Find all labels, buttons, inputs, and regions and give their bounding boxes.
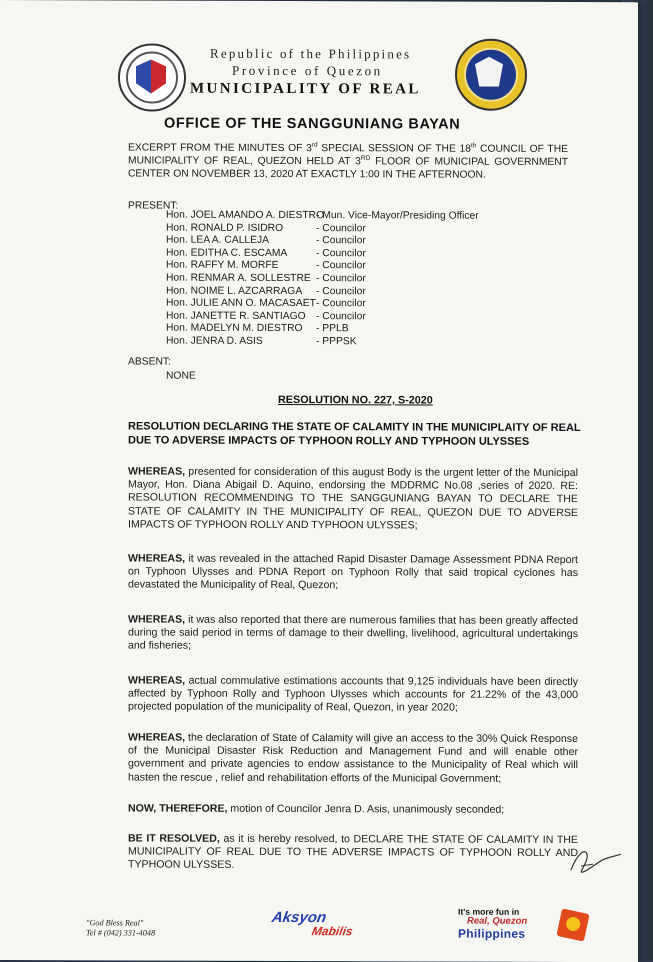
signature-mark <box>563 844 623 878</box>
paragraph-whereas-4: WHEREAS, actual commulative estimations accounts that 9,125 individuals have been directly affected by Typhoon Rolly and Typhoon Ulysses which accounts for 21.22% of the 43,000 projected population of the municipality of Real, Quezon, in year 2020; <box>128 674 578 715</box>
member-position: - Councilor <box>316 298 366 310</box>
member-name: Hon. JULIE ANN O. MACASAET <box>166 297 316 310</box>
resolution-number: RESOLUTION NO. 227, S-2020 <box>278 393 433 407</box>
office-title: OFFICE OF THE SANGGUNIANG BAYAN <box>164 115 461 133</box>
present-label: PRESENT: <box>128 200 179 212</box>
footer-contact: "God Bless Real" Tel # (042) 331-4048 <box>86 918 156 938</box>
member-name: Hon. JOEL AMANDO A. DIESTRO <box>166 209 325 222</box>
absent-label: ABSENT: <box>128 356 171 368</box>
member-position: - PPLB <box>316 323 349 335</box>
paragraph-whereas-1: WHEREAS, presented for consideration of this august Body is the urgent letter of the Municipal Mayor, Hon. Diana Abigail D. Aquino, endorsing the MDDRMC No.08 ,series of 2020. RE: RESOLUTION RECOMMENDING TO THE SANGGUNIANG BAYAN TO DECLARE THE STATE OF CALAMITY IN THE MUNICIPALITY OF REAL, QUEZON DUE TO ADVERSE IMPACTS OF TYPHOON ROLLY AND TYPHOON ULYSSES; <box>128 465 578 532</box>
member-position: - Councilor <box>316 260 366 272</box>
paragraph-whereas-2: WHEREAS, it was revealed in the attached Rapid Disaster Damage Assessment PDNA Report on Typhoon Ulysses and PDNA Report on Typhoon Rolly that said tropical cyclones has devastated the Municipality of Real, Quezon; <box>128 552 578 592</box>
member-name: Hon. RENMAR A. SOLLESTRE <box>166 272 311 285</box>
excerpt-text: EXCERPT FROM THE MINUTES OF 3rd SPECIAL SESSION OF THE 18th COUNCIL OF THE MUNICIPALITY OF REAL, QUEZON HELD AT 3RD FLOOR OF MUNICIPAL GOVERNMENT CENTER ON NOVEMBER 13, 2020 AT EXACTLY 1:00 IN THE AFTERNOON. <box>128 141 569 182</box>
member-name: Hon. NOIME L. AZCARRAGA <box>166 285 303 297</box>
member-position: - PPPSK <box>316 336 357 348</box>
member-name: Hon. RONALD P. ISIDRO <box>166 222 284 234</box>
member-name: Hon. LEA A. CALLEJA <box>166 234 270 247</box>
its-more-fun-logo: It's more fun in Real, Quezon Philippines <box>455 907 595 943</box>
header-municipality: MUNICIPALITY OF REAL <box>190 80 421 98</box>
member-position: - Councilor <box>316 285 366 297</box>
municipal-seal-logo <box>455 39 527 111</box>
member-position: - Councilor <box>316 273 366 285</box>
paragraph-be-it-resolved: BE IT RESOLVED, as it is hereby resolved, to DECLARE THE STATE OF CALAMITY IN THE MUNICIPALITY OF REAL DUE TO THE ADVERSE IMPACTS OF TYPHOON ROLLY AND TYPHOON ULYSSES. <box>128 832 579 872</box>
paragraph-whereas-3: WHEREAS, it was also reported that there are numerous families that has been greatly affected during the said period in terms of damage to their dwelling, livelihood, agricultural undertakings and fisheries; <box>128 613 578 653</box>
paragraph-now-therefore: NOW, THEREFORE, motion of Councilor Jenra D. Asis, unanimously seconded; <box>128 802 505 816</box>
member-name: Hon. JANETTE R. SANTIAGO <box>166 310 306 322</box>
member-position: - Councilor <box>316 222 366 234</box>
member-position: - Councilor <box>316 247 366 260</box>
header-province: Province of Quezon <box>232 62 383 79</box>
absent-value: NONE <box>166 370 196 382</box>
paragraph-whereas-5: WHEREAS, the declaration of State of Calamity will give an access to the 30% Quick Response of the Municipal Disaster Risk Reduction and Management Fund and will enable other government and private agencies to endow assistance to the Municipality of Real which will hasten the rescue , relief and rehabilitation efforts of the Municipal Government; <box>128 731 578 785</box>
resolution-title: RESOLUTION DECLARING THE STATE OF CALAMITY IN THE MUNICIPLAITY OF REAL DUE TO ADVERSE IMPACTS OF TYPHOON ROLLY AND TYPHOON ULYSSES <box>128 420 581 448</box>
sangguniang-seal-logo <box>118 43 186 111</box>
aksyon-mabilis-logo: Aksyon Mabilis <box>270 908 354 939</box>
header-republic: Republic of the Philippines <box>210 45 412 62</box>
member-name: Hon. JENRA D. ASIS <box>166 335 263 347</box>
member-name: Hon. MADELYN M. DIESTRO <box>166 322 303 335</box>
member-position: - Mun. Vice-Mayor/Presiding Officer <box>316 210 479 222</box>
member-name: Hon. EDITHA C. ESCAMA <box>166 247 288 259</box>
member-name: Hon. RAFFY M. MORFE <box>166 259 279 272</box>
member-position: - Councilor <box>316 310 366 323</box>
member-position: - Councilor <box>316 235 366 247</box>
